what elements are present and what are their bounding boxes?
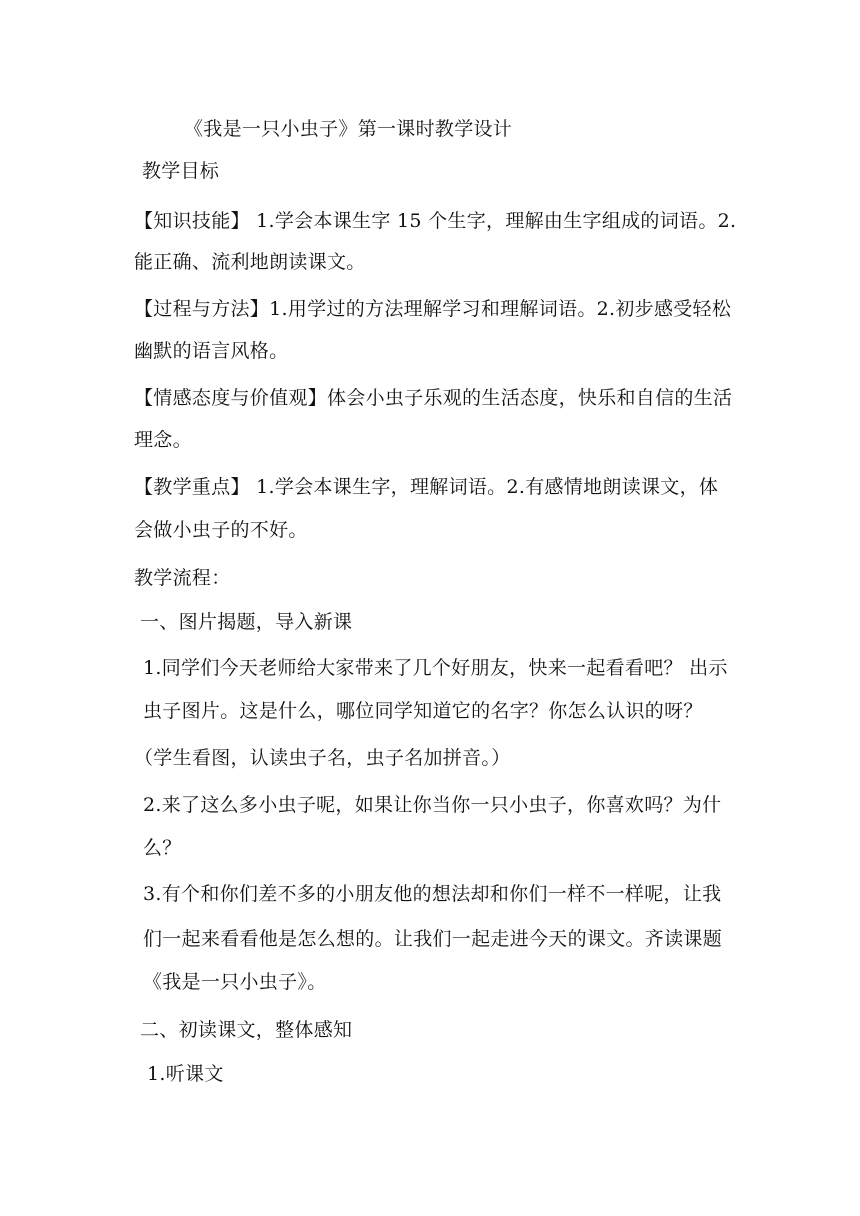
goals-heading: 教学目标	[142, 160, 220, 182]
process-methods-line-1: 【过程与方法】1.用学过的方法理解学习和理解词语。2.初步感受轻松	[134, 298, 732, 320]
emotion-values-line-1: 【情感态度与价值观】体会小虫子乐观的生活态度，快乐和自信的生活	[134, 387, 733, 409]
emotion-values-line-2: 理念。	[134, 429, 192, 451]
item-1-line-3: （学生看图，认读虫子名，虫子名加拼音。）	[134, 747, 511, 769]
section-2-heading: 二、初读课文，整体感知	[140, 1019, 353, 1041]
section-1-heading: 一、图片揭题，导入新课	[140, 611, 353, 633]
item-2-line-2: 么？	[143, 837, 182, 859]
item-4-line-1: 1.听课文	[147, 1063, 224, 1085]
document-title: 《我是一只小虫子》第一课时教学设计	[184, 118, 513, 140]
item-3-line-2: 们一起来看看他是怎么想的。让我们一起走进今天的课文。齐读课题	[143, 928, 723, 950]
process-methods-line-2: 幽默的语言风格。	[134, 340, 289, 362]
teaching-focus-line-1: 【教学重点】 1.学会本课生字，理解词语。2.有感情地朗读课文，体	[134, 476, 719, 498]
item-1-line-1: 1.同学们今天老师给大家带来了几个好朋友，快来一起看看吧？ 出示	[143, 657, 728, 679]
teaching-flow-heading: 教学流程：	[134, 567, 231, 589]
item-1-line-2: 虫子图片。这是什么，哪位同学知道它的名字？你怎么认识的呀？	[143, 700, 703, 722]
item-2-line-1: 2.来了这么多小虫子呢，如果让你当你一只小虫子，你喜欢吗？为什	[143, 794, 722, 816]
teaching-focus-line-2: 会做小虫子的不好。	[134, 519, 308, 541]
knowledge-skills-line-2: 能正确、流利地朗读课文。	[134, 251, 366, 273]
knowledge-skills-line-1: 【知识技能】 1.学会本课生字 15 个生字，理解由生字组成的词语。2.	[134, 210, 737, 232]
item-3-line-1: 3.有个和你们差不多的小朋友他的想法却和你们一样不一样呢，让我	[143, 883, 722, 905]
item-3-line-3: 《我是一只小虫子》。	[143, 971, 327, 993]
